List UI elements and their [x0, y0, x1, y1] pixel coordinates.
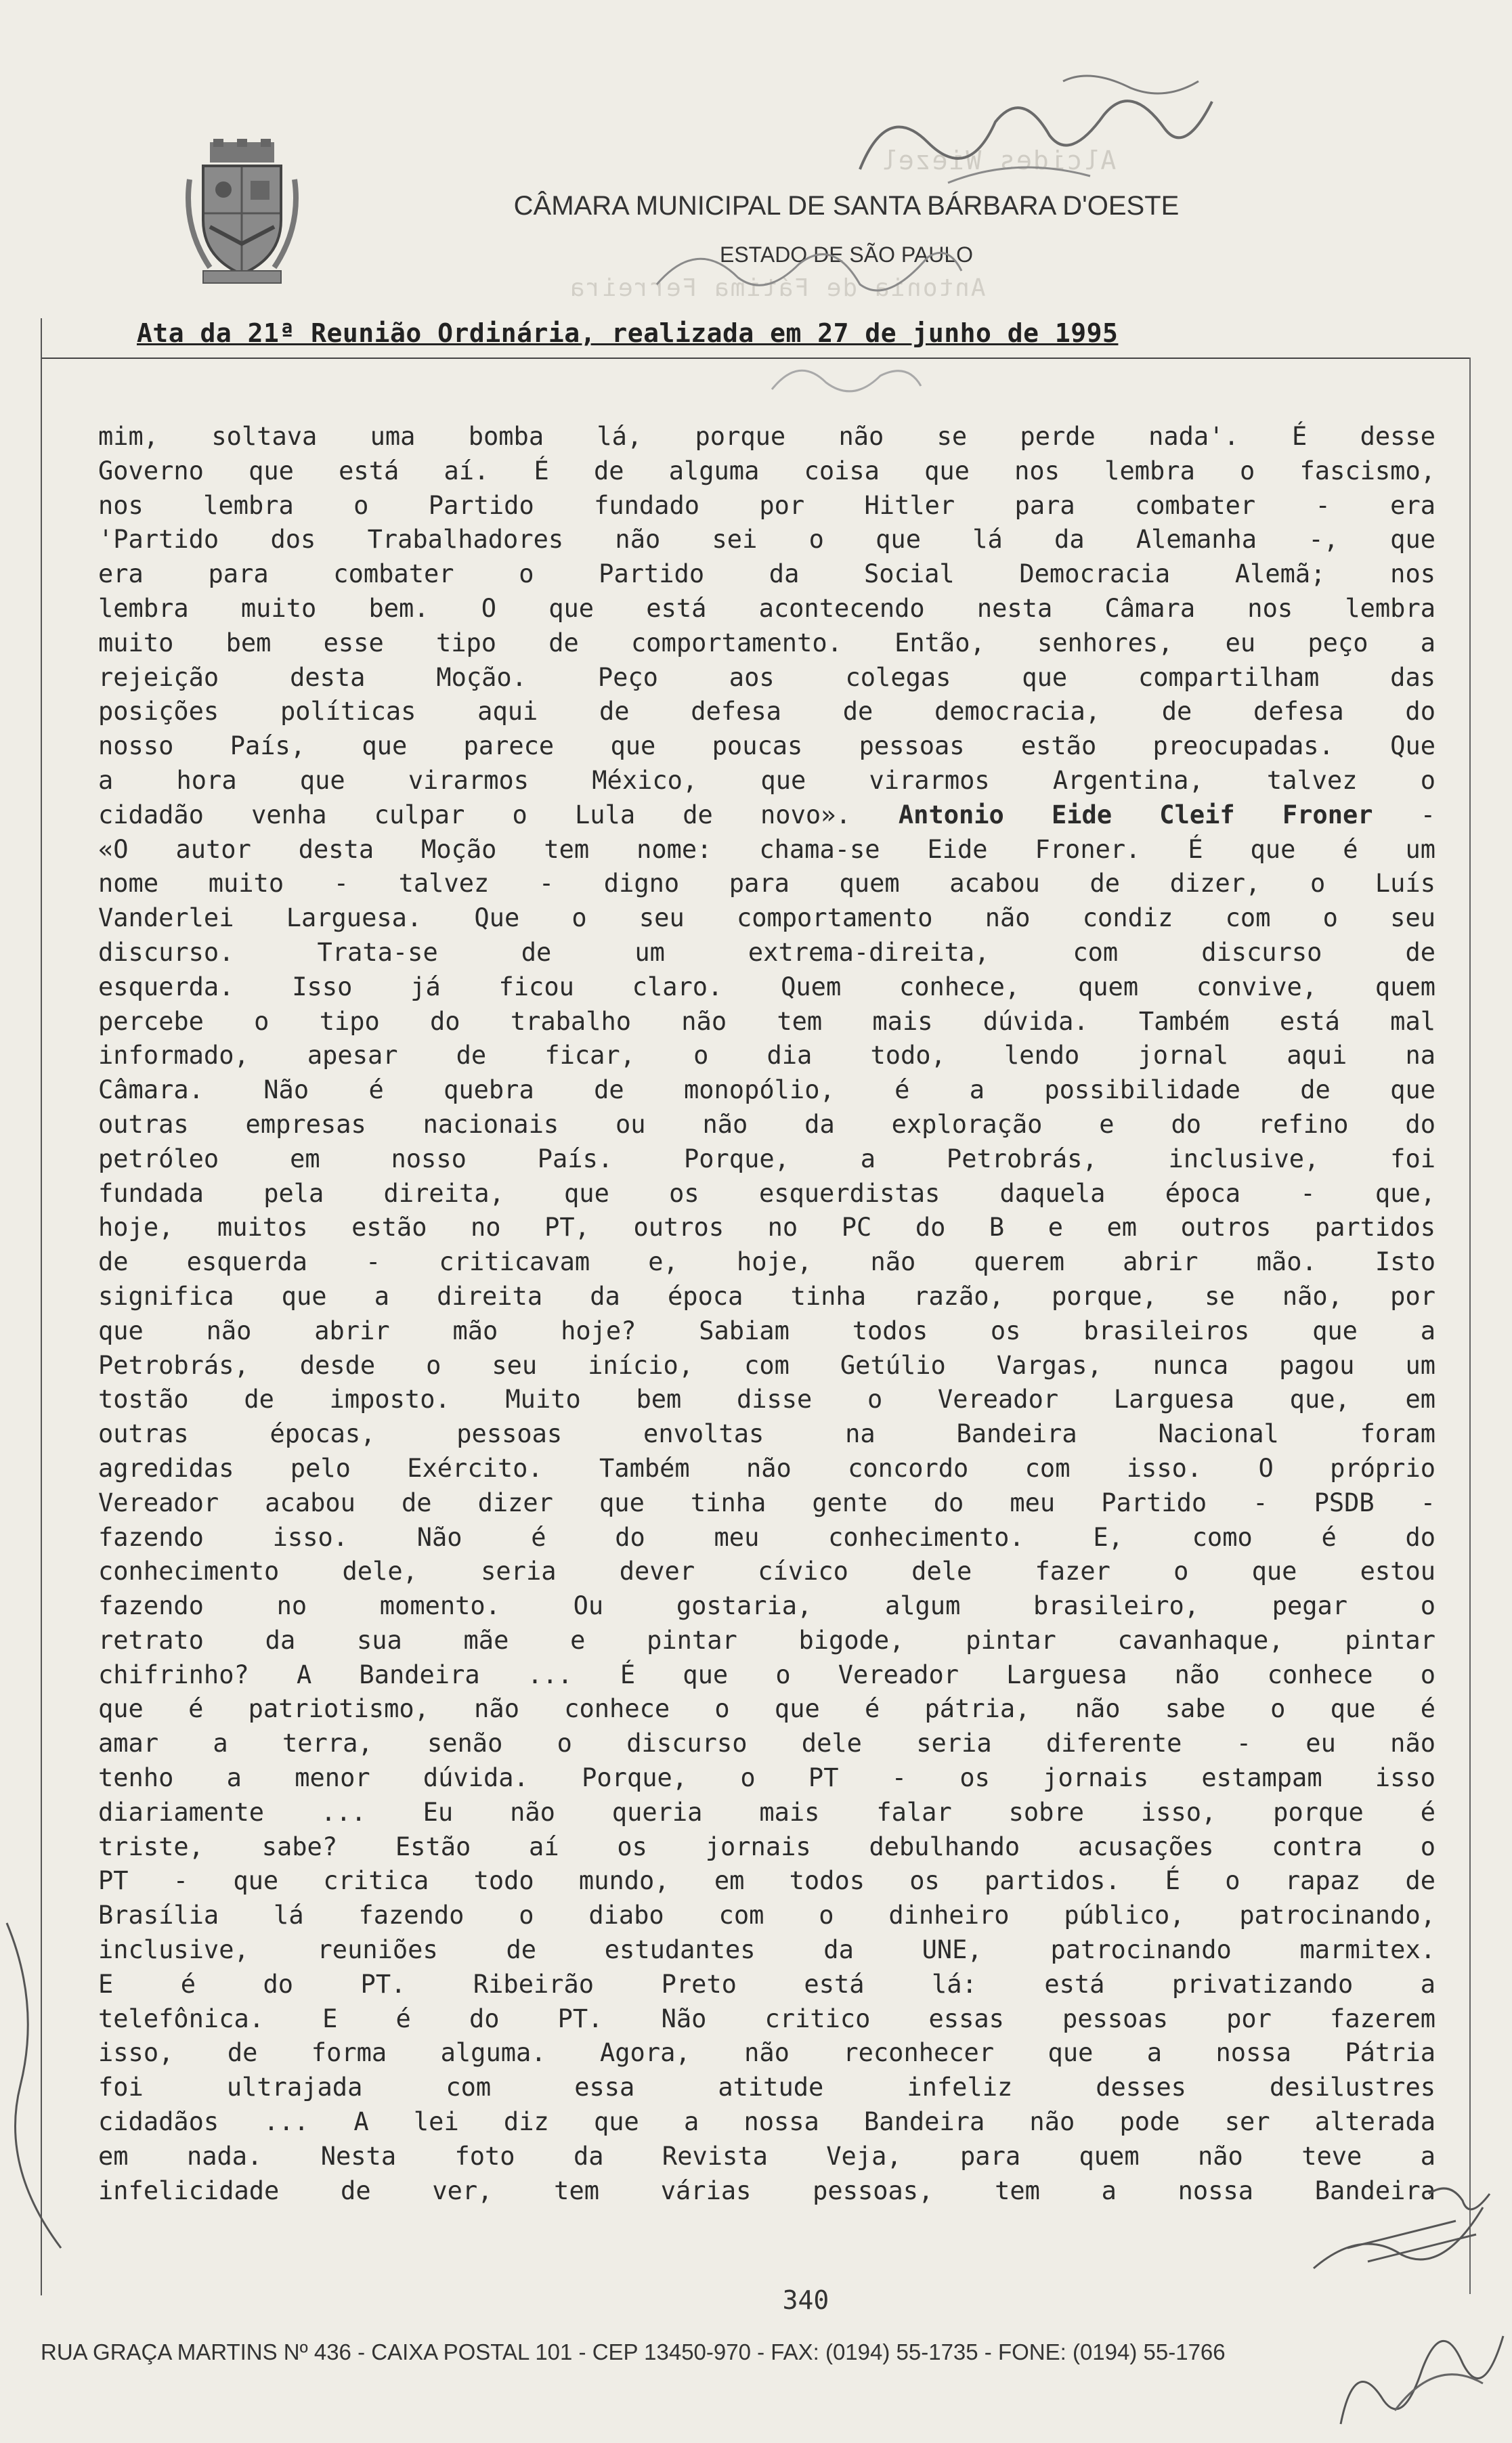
body-line: informado, apesar de ficar, o dia todo, lendo jornal aqui na	[98, 1041, 1435, 1071]
body-line: posições políticas aqui de defesa de democracia, de defesa do	[98, 697, 1435, 727]
line-prefix: cidadão venha culpar o Lula de novo».	[98, 800, 851, 829]
body-line: Câmara. Não é quebra de monopólio, é a possibilidade de que	[98, 1075, 1435, 1105]
body-line: conhecimento dele, seria dever cívico dele fazer o que estou	[98, 1557, 1435, 1586]
body-line: que é patriotismo, não conhece o que é pátria, não sabe o que é	[98, 1694, 1435, 1724]
coat-of-arms-icon	[183, 139, 301, 288]
chamber-name: CÂMARA MUNICIPAL DE SANTA BÁRBARA D'OESTE	[513, 191, 1180, 221]
body-line: infelicidade de ver, tem várias pessoas, tem a nossa Bandeira	[98, 2176, 1435, 2205]
body-line: outras épocas, pessoas envoltas na Bandeira Nacional foram	[98, 1419, 1435, 1449]
body-line: a hora que virarmos México, que virarmos Argentina, talvez o	[98, 765, 1435, 795]
body-line: em nada. Nesta foto da Revista Veja, para quem não teve a	[98, 2141, 1435, 2171]
minutes-body	[98, 420, 1435, 2243]
body-line: agredidas pelo Exército. Também não concordo com isso. O próprio	[98, 1453, 1435, 1483]
ata-title: Ata da 21ª Reunião Ordinária, realizada em 27 de junho de 1995	[137, 318, 1119, 348]
body-line: esquerda. Isso já ficou claro. Quem conhece, quem convive, quem	[98, 972, 1435, 1001]
body-line: tenho a menor dúvida. Porque, o PT - os jornais estampam isso	[98, 1763, 1435, 1793]
body-line: de esquerda - criticavam e, hoje, não querem abrir mão. Isto	[98, 1247, 1435, 1277]
body-line: telefônica. E é do PT. Não critico essas pessoas por fazerem	[98, 2004, 1435, 2033]
body-line: amar a terra, senão o discurso dele seria diferente - eu não	[98, 1729, 1435, 1758]
margin-stroke	[0, 1909, 81, 2262]
body-line: Vanderlei Larguesa. Que o seu comportamento não condiz com o seu	[98, 903, 1435, 933]
body-line: fazendo no momento. Ou gostaria, algum brasileiro, pegar o	[98, 1591, 1435, 1621]
body-line: petróleo em nosso País. Porque, a Petrobrás, inclusive, foi	[98, 1144, 1435, 1173]
signature-top-2	[643, 223, 968, 311]
body-line	[98, 2208, 1435, 2243]
body-line: 'Partido dos Trabalhadores não sei o que lá da Alemanha -, que	[98, 525, 1435, 555]
body-line: E é do PT. Ribeirão Preto está lá: está privatizando a	[98, 1969, 1435, 1999]
footer-address: RUA GRAÇA MARTINS Nº 436 - CAIXA POSTAL 101 - CEP 13450-970 - FAX: (0194) 55-1735 - FONE: (0194) 55-1766	[41, 2339, 1226, 2364]
body-line: fazendo isso. Não é do meu conhecimento. E, como é do	[98, 1522, 1435, 1552]
body-line: chifrinho? A Bandeira ... É que o Vereador Larguesa não conhece o	[98, 1660, 1435, 1689]
body-line: triste, sabe? Estão aí os jornais debulhando acusações contra o	[98, 1832, 1435, 1861]
body-line: fundada pela direita, que os esquerdistas daquela época - que,	[98, 1178, 1435, 1208]
body-line: nosso País, que parece que poucas pessoas estão preocupadas. Que	[98, 731, 1435, 761]
body-line: hoje, muitos estão no PT, outros no PC do B e em outros partidos	[98, 1213, 1435, 1242]
body-line: Brasília lá fazendo o diabo com o dinheiro público, patrocinando,	[98, 1901, 1435, 1930]
title-rule	[41, 358, 1469, 359]
body-line: nos lembra o Partido fundado por Hitler para combater - era	[98, 490, 1435, 520]
body-line: outras empresas nacionais ou não da exploração e do refino do	[98, 1109, 1435, 1139]
state-name: ESTADO DE SÃO PAULO	[719, 242, 973, 267]
body-line: inclusive, reuniões de estudantes da UNE, patrocinando marmitex.	[98, 1935, 1435, 1965]
body-line: lembra muito bem. O que está acontecendo nesta Câmara nos lembra	[98, 593, 1435, 623]
body-line: Vereador acabou de dizer que tinha gente do meu Partido - PSDB -	[98, 1488, 1435, 1517]
body-line: rejeição desta Moção. Peço aos colegas que compartilham das	[98, 662, 1435, 692]
body-line: nome muito - talvez - digno para quem acabou de dizer, o Luís	[98, 869, 1435, 899]
body-line: diariamente ... Eu não queria mais falar sobre isso, porque é	[98, 1797, 1435, 1827]
body-line: cidadãos ... A lei diz que a nossa Bandeira não pode ser alterada	[98, 2107, 1435, 2137]
body-line: «O autor desta Moção tem nome: chama-se Eide Froner. É que é um	[98, 834, 1435, 864]
bleed-through-name-2: Antonia de Fátima Ferreira	[569, 274, 986, 302]
speaker-name: Antonio Eide Cleif Froner	[898, 800, 1373, 829]
body-line: isso, de forma alguma. Agora, não reconhecer que a nossa Pátria	[98, 2038, 1435, 2068]
right-margin-rule	[1469, 358, 1471, 2294]
body-line: foi ultrajada com essa atitude infeliz desses desilustres	[98, 2073, 1435, 2102]
bleed-through-name-1: Alcides Wiezel	[880, 146, 1117, 175]
body-line: retrato da sua mãe e pintar bigode, pintar cavanhaque, pintar	[98, 1625, 1435, 1655]
body-line: Petrobrás, desde o seu início, com Getúlio Vargas, nunca pagou um	[98, 1350, 1435, 1380]
page-number: 340	[782, 2285, 829, 2315]
body-line: discurso. Trata-se de um extrema-direita, com discurso de	[98, 937, 1435, 967]
body-line: significa que a direita da época tinha razão, porque, se não, por	[98, 1281, 1435, 1311]
body-line-speaker	[98, 798, 1435, 833]
body-line: muito bem esse tipo de comportamento. Então, senhores, eu peço a	[98, 628, 1435, 657]
body-line: Governo que está aí. É de alguma coisa que nos lembra o fascismo,	[98, 456, 1435, 485]
body-line: tostão de imposto. Muito bem disse o Vereador Larguesa que, em	[98, 1385, 1435, 1414]
body-line: percebe o tipo do trabalho não tem mais dúvida. Também está mal	[98, 1006, 1435, 1036]
speaker-dash: -	[1420, 800, 1435, 829]
body-line: mim, soltava uma bomba lá, porque não se perde nada'. É desse	[98, 422, 1435, 451]
signature-top-1	[846, 61, 1226, 196]
body-line: que não abrir mão hoje? Sabiam todos os brasileiros que a	[98, 1316, 1435, 1345]
body-line: PT - que critica todo mundo, em todos os partidos. É o rapaz de	[98, 1866, 1435, 1896]
body-line: era para combater o Partido da Social Democracia Alemã; nos	[98, 559, 1435, 589]
